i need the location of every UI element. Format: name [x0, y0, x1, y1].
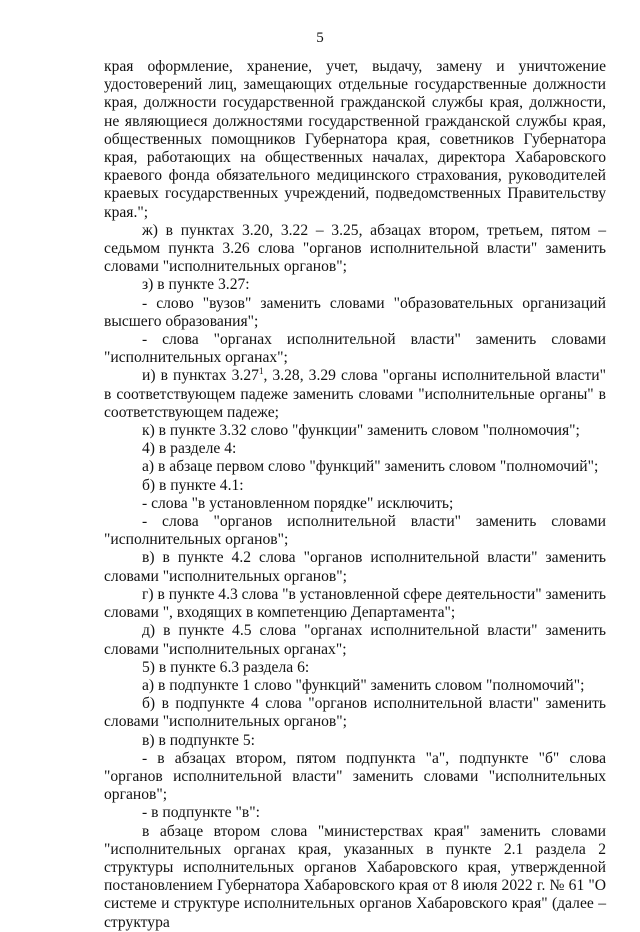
paragraph-5-rest: , 3.28, 3.29 слова "органы исполнительной власти" в соответствующем падеже заменить словами "исполнительные органы" в соответствующем падеже; [104, 367, 606, 421]
paragraph-14: д) в пункте 4.5 слова "органах исполнительной власти" заменить словами "исполнительных органах"; [104, 622, 606, 658]
document-body [104, 58, 606, 932]
paragraph-2: з) в пункте 3.27: [142, 276, 250, 294]
paragraph-4: - слова "органах исполнительной власти" заменить словами "исполнительных органах"; [104, 331, 606, 367]
paragraph-12: в) в пункте 4.2 слова "органов исполнительной власти" заменить словами "исполнительных органов"; [104, 549, 606, 585]
paragraph-15: 5) в пункте 6.3 раздела 6: [142, 658, 310, 676]
paragraph-20: - в подпункте "в": [142, 804, 260, 822]
paragraph-5-lead: и) в пунктах 3.27 [142, 367, 259, 385]
paragraph-1: ж) в пунктах 3.20, 3.22 – 3.25, абзацах втором, третьем, пятом – седьмом пункта 3.26 слова "органов исполнительной власти" заменить словами "исполнительных органов"; [104, 221, 606, 276]
paragraph-6: к) в пункте 3.32 слово "функции" заменить словом "полномочия"; [142, 422, 580, 440]
page-number: 5 [316, 30, 324, 46]
paragraph-11: - слова "органов исполнительной власти" заменить словами "исполнительных органов"; [104, 513, 606, 549]
paragraph-17: б) в подпункте 4 слова "органов исполнительной власти" заменить словами "исполнительных органов"; [104, 695, 606, 731]
paragraph-5 [104, 367, 606, 422]
paragraph-19: - в абзацах втором, пятом подпункта "а", подпункте "б" слова "органов исполнительной власти" заменить словами "исполнительных органов"; [104, 749, 606, 804]
paragraph-3: - слово "вузов" заменить словами "образовательных организаций высшего образования"; [104, 294, 606, 330]
paragraph-0: края оформление, хранение, учет, выдачу, замену и уничтожение удостоверений лиц, замещающих отдельные государственные должности края, должности государственной гражданской службы края, должности, не являющиеся должностями государственной гражданской службы края, общественных помощников Губернатора края, советников Губернатора края, работающих на общественных началах, директора Хабаровского краевого фонда обязательного медицинского страхования, руководителей краевых государственных учреждений, подведомственных Правительству края."; [104, 58, 606, 221]
paragraph-21: в абзаце втором слова "министерствах края" заменить словами "исполнительных органах края, указанных в пункте 2.1 раздела 2 структуры исполнительных органов Хабаровского края, утвержденной постановлением Губернатора Хабаровского края от 8 июля 2022 г. № 61 "О системе и структуре исполнительных органов Хабаровского края" (далее – структура [104, 822, 606, 931]
paragraph-18: в) в подпункте 5: [142, 731, 255, 749]
paragraph-8: а) в абзаце первом слово "функций" заменить словом "полномочий"; [142, 458, 599, 476]
paragraph-13: г) в пункте 4.3 слова "в установленной сфере деятельности" заменить словами ", входящих в компетенцию Департамента"; [104, 585, 606, 622]
paragraph-9: б) в пункте 4.1: [142, 476, 244, 494]
paragraph-16: а) в подпункте 1 слово "функций" заменить словом "полномочий"; [142, 676, 585, 694]
paragraph-10: - слова "в установленном порядке" исключить; [142, 494, 454, 512]
paragraph-7: 4) в разделе 4: [142, 440, 237, 458]
superscript-mark: 1 [258, 366, 264, 377]
